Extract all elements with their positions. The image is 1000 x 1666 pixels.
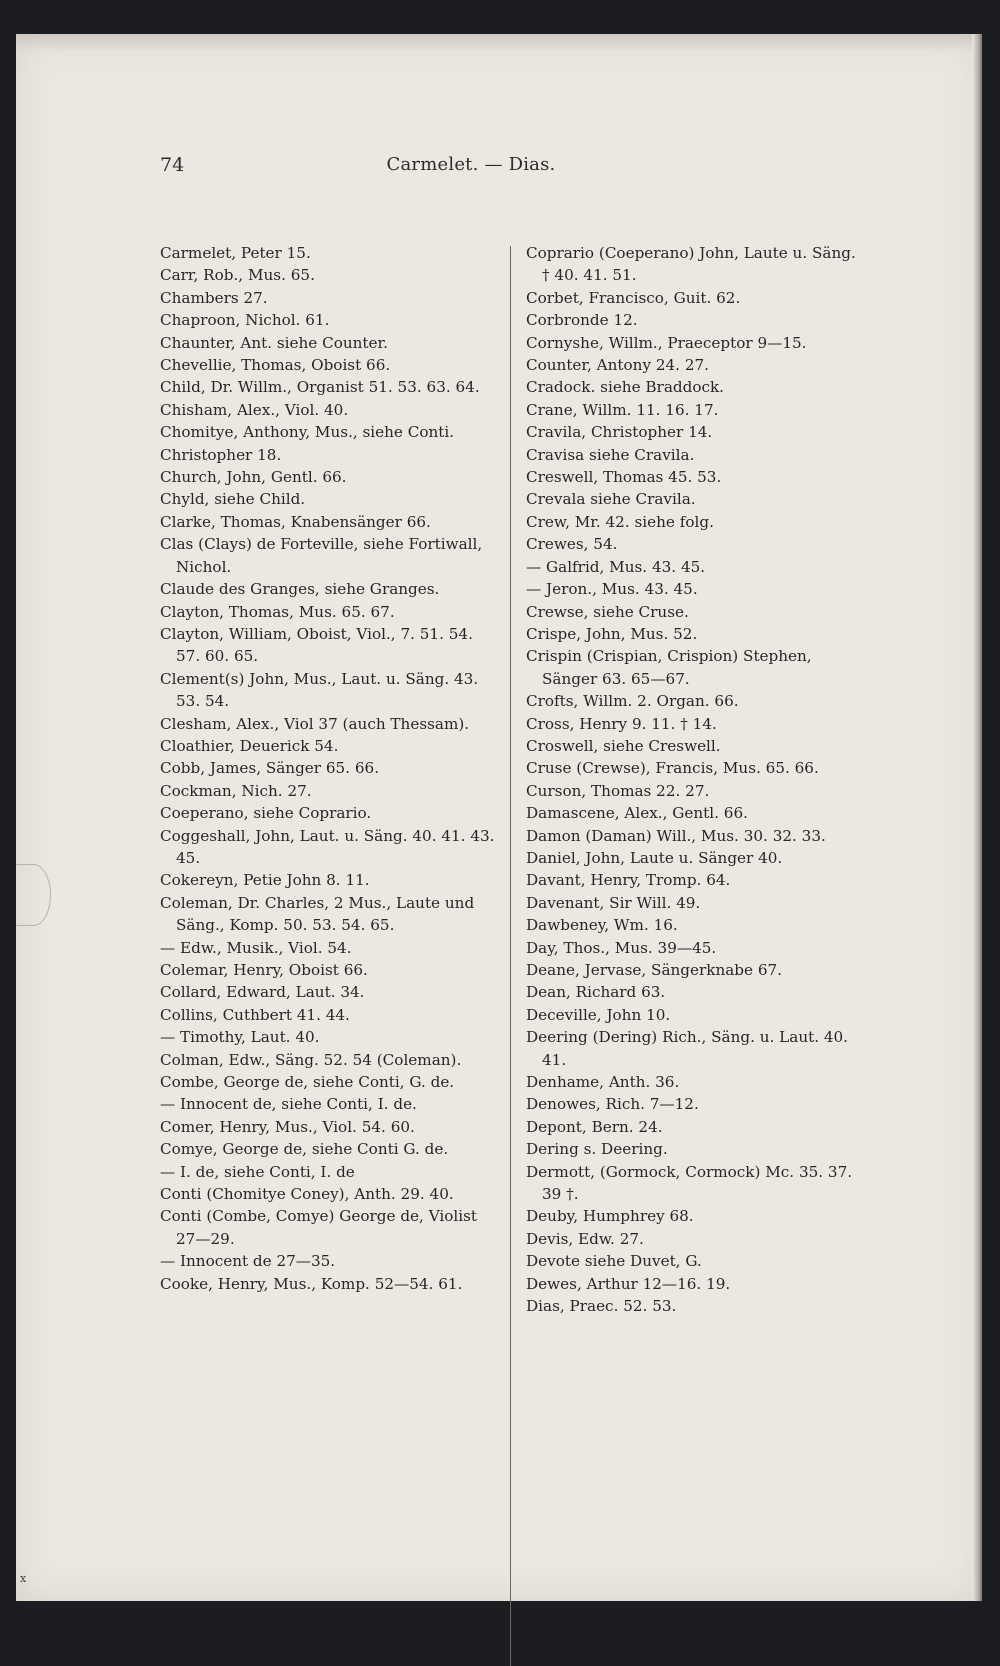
index-entry: Cradock. siehe Braddock. bbox=[526, 378, 725, 397]
index-entry: Damon (Daman) Will., Mus. 30. 32. 33. bbox=[526, 826, 826, 845]
index-entry: Crispin (Crispian, Crispion) Stephen, Sänger 63. 65—67. bbox=[526, 647, 812, 688]
index-entry: Creswell, Thomas 45. 53. bbox=[526, 468, 722, 487]
index-entry: Dermott, (Gormock, Cormock) Mc. 35. 37. 39 †. bbox=[526, 1162, 853, 1204]
index-entry: Cross, Henry 9. 11. † 14. bbox=[526, 714, 717, 733]
index-entry: Devis, Edw. 27. bbox=[526, 1229, 644, 1248]
index-entry: Colemar, Henry, Oboist 66. bbox=[160, 961, 368, 979]
index-entry: — Innocent de 27—35. bbox=[160, 1252, 336, 1271]
column-divider bbox=[510, 246, 511, 1666]
index-entry: Cornyshe, Willm., Praeceptor 9—15. bbox=[526, 333, 807, 352]
index-entry: Deceville, John 10. bbox=[526, 1005, 671, 1024]
index-entry: Clarke, Thomas, Knabensänger 66. bbox=[160, 512, 431, 531]
index-entry: Crane, Willm. 11. 16. 17. bbox=[526, 400, 719, 419]
index-entry: Depont, Bern. 24. bbox=[526, 1117, 663, 1136]
index-entry: Davant, Henry, Tromp. 64. bbox=[526, 871, 731, 890]
index-entry: Clement(s) John, Mus., Laut. u. Säng. 43. 53. 54. bbox=[160, 669, 479, 711]
index-entry: Comye, George de, siehe Conti G. de. bbox=[160, 1140, 449, 1159]
index-entry: Corbronde 12. bbox=[526, 311, 638, 330]
index-entry: Clas (Clays) de Forteville, siehe Fortiwall, Nichol. bbox=[160, 535, 483, 576]
book-page bbox=[16, 34, 982, 1601]
index-entry: Dias, Praec. 52. 53. bbox=[526, 1297, 677, 1316]
index-column-left bbox=[160, 242, 500, 1295]
index-entry: Crevala siehe Cravila. bbox=[526, 490, 696, 509]
index-entry: Deuby, Humphrey 68. bbox=[526, 1207, 694, 1226]
index-entry: Conti (Chomitye Coney), Anth. 29. 40. bbox=[160, 1185, 454, 1204]
index-entry: Chambers 27. bbox=[160, 288, 268, 307]
index-entry: Carr, Rob., Mus. 65. bbox=[160, 266, 315, 285]
index-entry: Church, John, Gentl. 66. bbox=[160, 468, 347, 487]
index-entry: — Timothy, Laut. 40. bbox=[160, 1028, 320, 1047]
index-entry: Cooke, Henry, Mus., Komp. 52—54. 61. bbox=[160, 1274, 463, 1293]
index-entry: — Jeron., Mus. 43. 45. bbox=[526, 580, 698, 599]
index-entry: Comer, Henry, Mus., Viol. 54. 60. bbox=[160, 1117, 415, 1136]
index-entry: Daniel, John, Laute u. Sänger 40. bbox=[526, 848, 783, 867]
index-entry: Denowes, Rich. 7—12. bbox=[526, 1095, 699, 1114]
corner-mark: x bbox=[20, 1572, 27, 1585]
index-entry: Collins, Cuthbert 41. 44. bbox=[160, 1005, 350, 1024]
index-entry: Cravisa siehe Cravila. bbox=[526, 445, 695, 464]
index-entry: Corbet, Francisco, Guit. 62. bbox=[526, 288, 741, 307]
index-entry: Conti (Combe, Comye) George de, Violist 27—29. bbox=[160, 1207, 478, 1248]
index-entry: Damascene, Alex., Gentl. 66. bbox=[526, 804, 748, 823]
index-entry: Curson, Thomas 22. 27. bbox=[526, 781, 710, 800]
index-entry: — Edw., Musik., Viol. 54. bbox=[160, 938, 352, 957]
index-entry: Counter, Antony 24. 27. bbox=[526, 356, 709, 375]
index-column-right bbox=[526, 242, 862, 1318]
page-header bbox=[160, 154, 782, 194]
index-entry: — Galfrid, Mus. 43. 45. bbox=[526, 557, 706, 576]
page-edge bbox=[972, 34, 982, 1601]
index-entry: Cockman, Nich. 27. bbox=[160, 781, 312, 800]
index-entry: — Innocent de, siehe Conti, I. de. bbox=[160, 1095, 417, 1114]
index-entry: Deering (Dering) Rich., Säng. u. Laut. 40. 41. bbox=[526, 1028, 849, 1069]
index-entry: Chisham, Alex., Viol. 40. bbox=[160, 400, 349, 419]
index-entry: Colman, Edw., Säng. 52. 54 (Coleman). bbox=[160, 1050, 462, 1069]
index-entry: Claude des Granges, siehe Granges. bbox=[160, 580, 440, 599]
index-entry: Chevellie, Thomas, Oboist 66. bbox=[160, 356, 391, 375]
page-number: 74 bbox=[160, 154, 185, 176]
index-entry: Child, Dr. Willm., Organist 51. 53. 63. 64. bbox=[160, 378, 480, 397]
index-entry: Clesham, Alex., Viol 37 (auch Thessam). bbox=[160, 714, 470, 733]
index-entry: Deane, Jervase, Sängerknabe 67. bbox=[526, 961, 782, 979]
index-entry: Chomitye, Anthony, Mus., siehe Conti. bbox=[160, 423, 455, 442]
running-title: Carmelet. — Dias. bbox=[386, 154, 556, 175]
index-entry: Cloathier, Deuerick 54. bbox=[160, 736, 339, 755]
index-entry: Combe, George de, siehe Conti, G. de. bbox=[160, 1073, 455, 1092]
index-entry: Dawbeney, Wm. 16. bbox=[526, 916, 678, 935]
index-entry: Chaunter, Ant. siehe Counter. bbox=[160, 333, 388, 352]
index-entry: Crispe, John, Mus. 52. bbox=[526, 624, 698, 643]
index-entry: Crewes, 54. bbox=[526, 535, 618, 554]
index-entry: Clayton, Thomas, Mus. 65. 67. bbox=[160, 602, 395, 621]
index-entry: Cravila, Christopher 14. bbox=[526, 423, 713, 442]
index-entry: — I. de, siehe Conti, I. de bbox=[160, 1162, 355, 1181]
index-entry: Denhame, Anth. 36. bbox=[526, 1073, 680, 1092]
index-entry: Coprario (Coeperano) John, Laute u. Säng. † 40. 41. 51. bbox=[526, 244, 856, 285]
index-entry: Coeperano, siehe Coprario. bbox=[160, 804, 372, 823]
index-entry: Day, Thos., Mus. 39—45. bbox=[526, 938, 717, 957]
index-entry: Cruse (Crewse), Francis, Mus. 65. 66. bbox=[526, 759, 819, 778]
index-entry: Crew, Mr. 42. siehe folg. bbox=[526, 512, 714, 531]
index-entry: Chaproon, Nichol. 61. bbox=[160, 311, 330, 330]
index-entry: Croswell, siehe Creswell. bbox=[526, 736, 721, 755]
index-entry: Coggeshall, John, Laut. u. Säng. 40. 41. 43. 45. bbox=[160, 826, 495, 867]
index-entry: Dering s. Deering. bbox=[526, 1140, 668, 1159]
index-entry: Coleman, Dr. Charles, 2 Mus., Laute und Säng., Komp. 50. 53. 54. 65. bbox=[160, 893, 475, 935]
binding-mark bbox=[16, 864, 51, 926]
index-entry: Chyld, siehe Child. bbox=[160, 490, 306, 509]
index-entry: Crewse, siehe Cruse. bbox=[526, 602, 689, 621]
index-entry: Cobb, James, Sänger 65. 66. bbox=[160, 759, 380, 778]
index-entry: Crofts, Willm. 2. Organ. 66. bbox=[526, 692, 739, 711]
index-entry: Dewes, Arthur 12—16. 19. bbox=[526, 1274, 731, 1293]
index-entry: Devote siehe Duvet, G. bbox=[526, 1252, 702, 1271]
index-entry: Collard, Edward, Laut. 34. bbox=[160, 983, 365, 1002]
index-entry: Davenant, Sir Will. 49. bbox=[526, 893, 701, 912]
index-entry: Carmelet, Peter 15. bbox=[160, 244, 311, 262]
index-entry: Christopher 18. bbox=[160, 445, 282, 464]
index-entry: Dean, Richard 63. bbox=[526, 983, 666, 1002]
index-entry: Cokereyn, Petie John 8. 11. bbox=[160, 871, 370, 890]
index-entry: Clayton, William, Oboist, Viol., 7. 51. 54. 57. 60. 65. bbox=[160, 624, 473, 666]
